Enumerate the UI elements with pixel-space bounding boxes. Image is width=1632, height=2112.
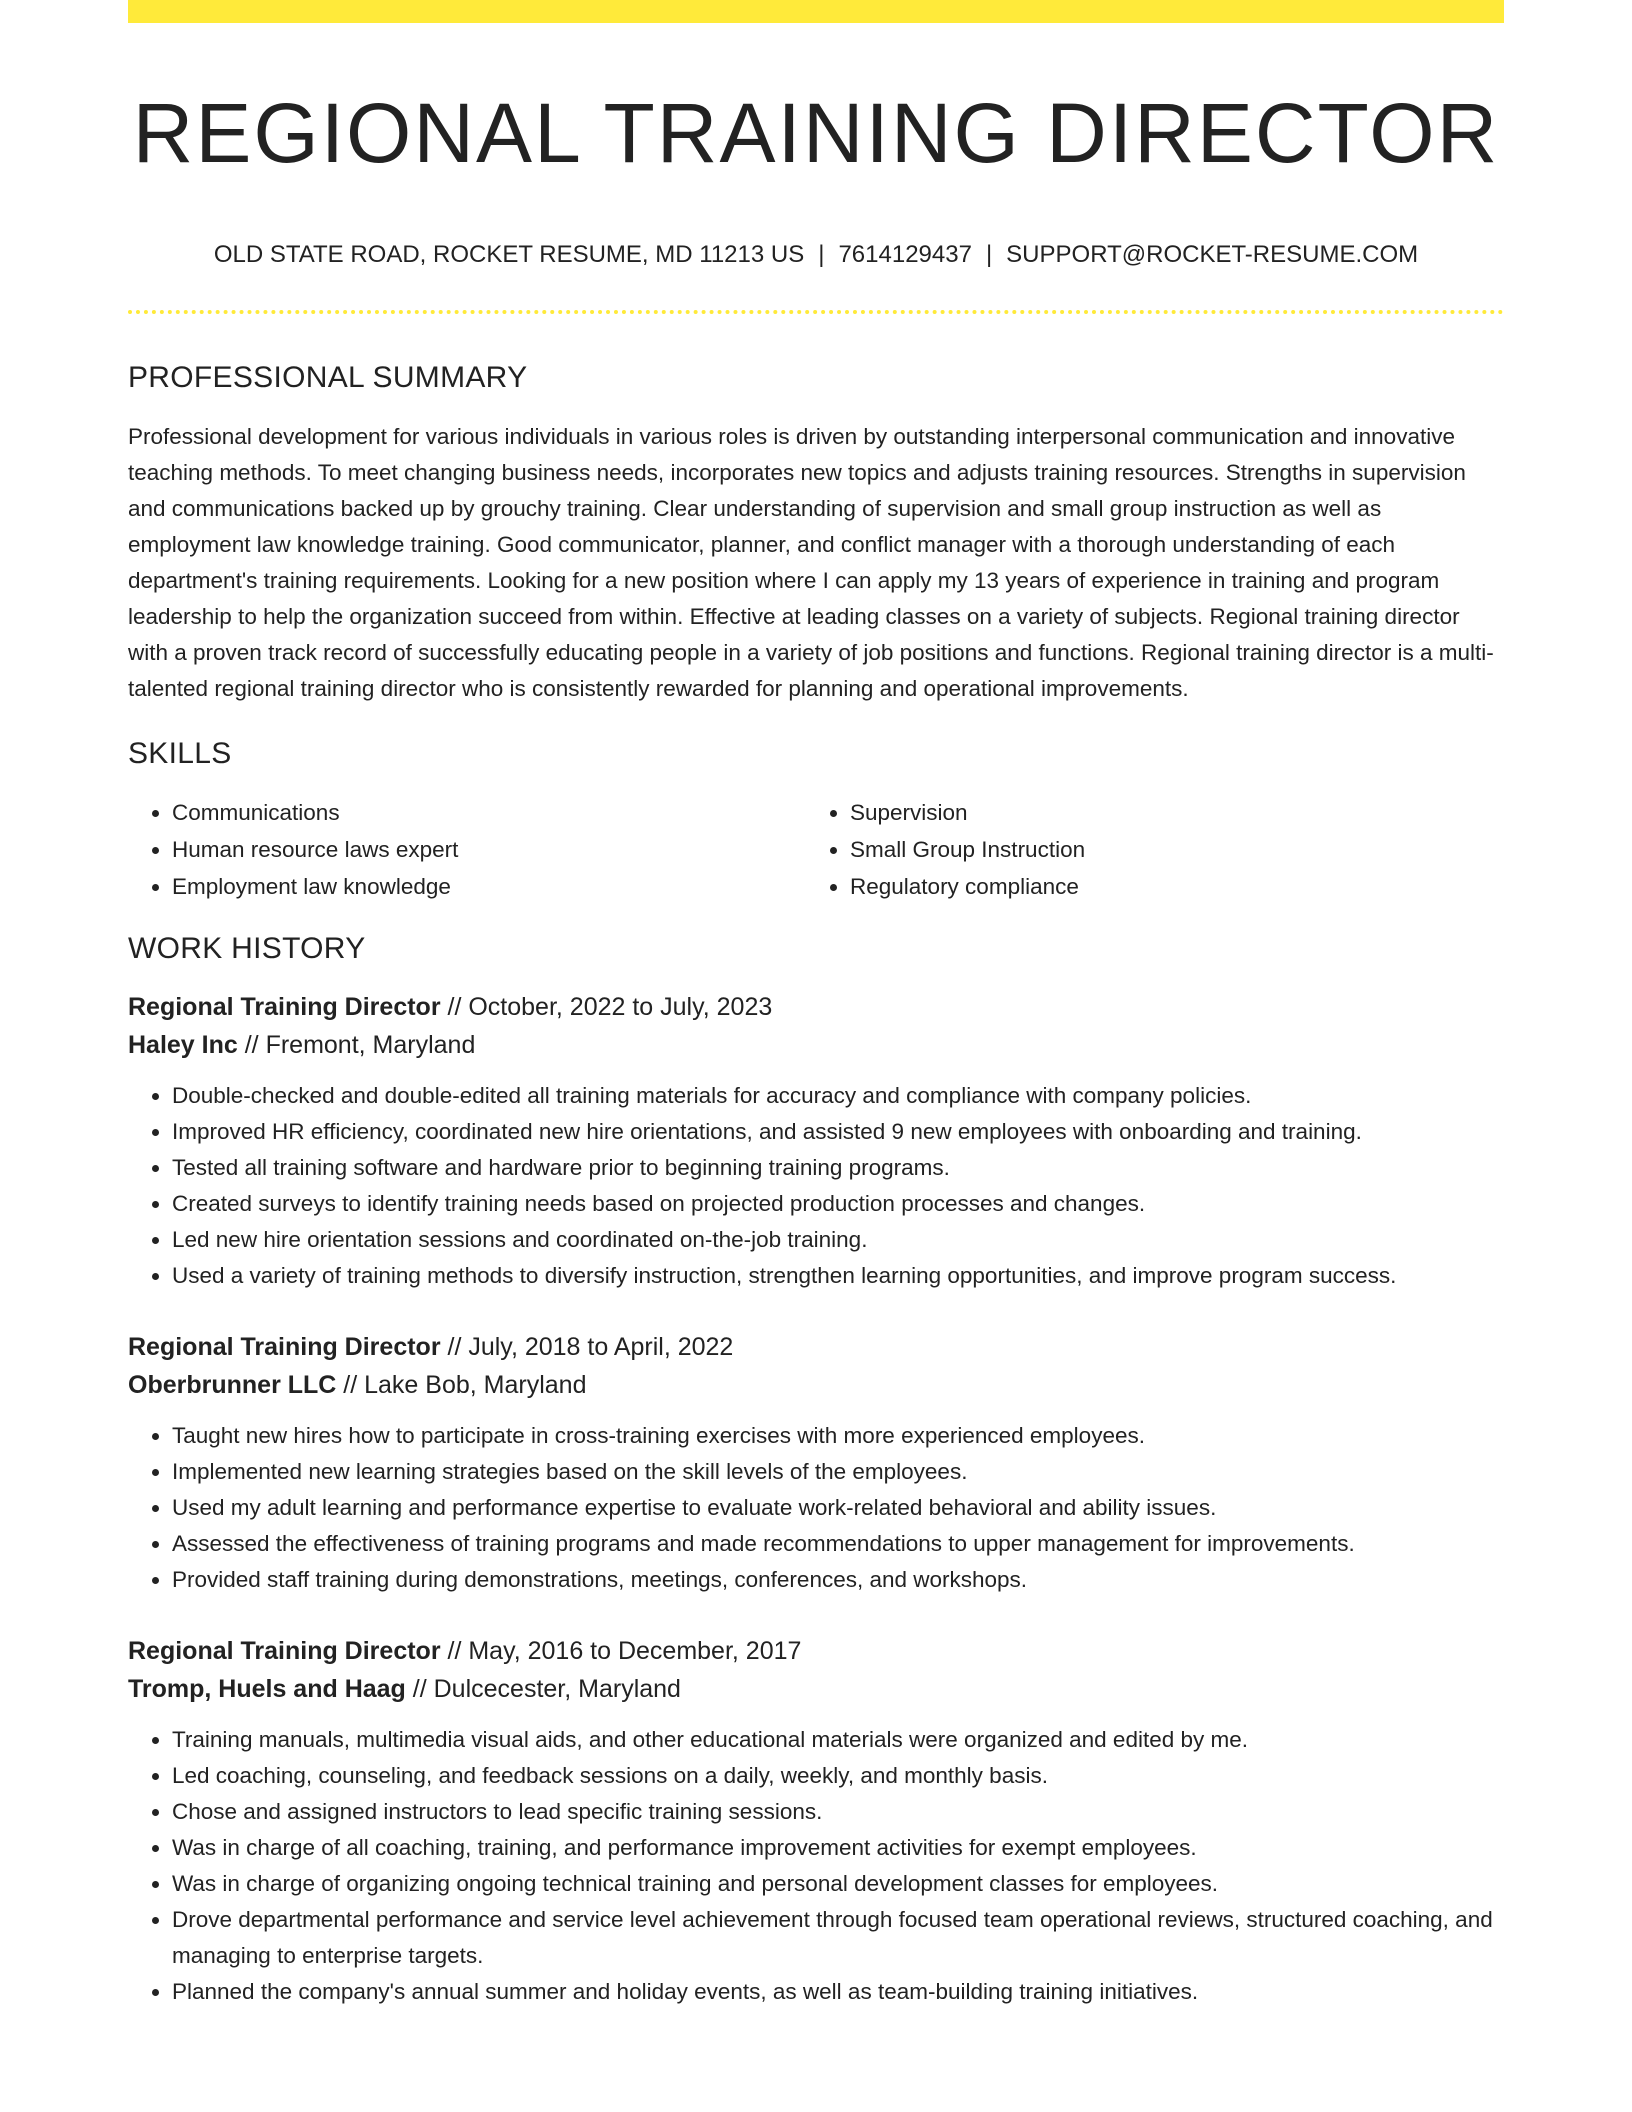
duty-item: • Taught new hires how to participate in cross-training exercises with more experienced employees.: [172, 1418, 1504, 1454]
skill-item: • Employment law knowledge: [172, 868, 806, 905]
duty-item: • Was in charge of organizing ongoing technical training and personal development classes for employees.: [172, 1866, 1504, 1902]
duty-item: • Tested all training software and hardware prior to beginning training programs.: [172, 1150, 1504, 1186]
contact-separator: |: [985, 241, 993, 268]
job-company: Oberbrunner LLC: [128, 1371, 337, 1399]
skill-item: • Human resource laws expert: [172, 831, 806, 868]
job-dates: // October, 2022 to July, 2023: [440, 993, 773, 1021]
skills-right-column: [806, 794, 1484, 905]
work-history-heading: WORK HISTORY: [128, 932, 366, 965]
duty-item: • Chose and assigned instructors to lead specific training sessions.: [172, 1794, 1504, 1830]
job-dates: // May, 2016 to December, 2017: [440, 1637, 802, 1665]
job-title-line: [128, 988, 1504, 1026]
duty-item: • Planned the company's annual summer and holiday events, as well as team-building training initiatives.: [172, 1974, 1504, 2010]
job-title: Regional Training Director: [128, 1333, 441, 1361]
resume-title: REGIONAL TRAINING DIRECTOR: [132, 86, 1500, 180]
skills-grid: [128, 794, 1504, 905]
job-duties: [128, 1722, 1504, 2010]
job-duties: [128, 1078, 1504, 1294]
skill-item: • Supervision: [850, 794, 1484, 831]
duty-item: • Drove departmental performance and service level achievement through focused team operational reviews, structured coaching, and managing to enterprise targets.: [172, 1902, 1504, 1974]
job-location: // Dulcecester, Maryland: [405, 1675, 681, 1703]
job-company-line: [128, 1670, 1504, 1708]
job-title-line: [128, 1632, 1504, 1670]
skill-item: • Communications: [172, 794, 806, 831]
skills-left-column: [128, 794, 806, 905]
job-duties: [128, 1418, 1504, 1598]
resume-content: [128, 0, 1504, 2010]
contact-phone: 7614129437: [838, 241, 972, 268]
job-entry: [128, 1328, 1504, 1598]
top-accent-bar: [128, 0, 1504, 23]
job-company-line: [128, 1026, 1504, 1064]
duty-item: • Provided staff training during demonstrations, meetings, conferences, and workshops.: [172, 1562, 1504, 1598]
job-title-line: [128, 1328, 1504, 1366]
duty-item: • Used a variety of training methods to diversify instruction, strengthen learning opportunities, and improve program success.: [172, 1258, 1504, 1294]
contact-address: OLD STATE ROAD, ROCKET RESUME, MD 11213 US: [213, 241, 805, 268]
duty-item: • Used my adult learning and performance expertise to evaluate work-related behavioral and ability issues.: [172, 1490, 1504, 1526]
job-title: Regional Training Director: [128, 1637, 441, 1665]
summary-heading: PROFESSIONAL SUMMARY: [128, 361, 528, 394]
duty-item: • Improved HR efficiency, coordinated new hire orientations, and assisted 9 new employees with onboarding and training.: [172, 1114, 1504, 1150]
duty-item: • Created surveys to identify training needs based on projected production processes and changes.: [172, 1186, 1504, 1222]
job-company: Haley Inc: [128, 1031, 238, 1059]
job-company: Tromp, Huels and Haag: [128, 1675, 406, 1703]
duty-item: • Led new hire orientation sessions and coordinated on-the-job training.: [172, 1222, 1504, 1258]
job-title: Regional Training Director: [128, 993, 441, 1021]
job-location: // Fremont, Maryland: [237, 1031, 476, 1059]
duty-item: • Led coaching, counseling, and feedback sessions on a daily, weekly, and monthly basis.: [172, 1758, 1504, 1794]
job-location: // Lake Bob, Maryland: [336, 1371, 587, 1399]
contact-separator: |: [818, 241, 825, 268]
skill-item: • Small Group Instruction: [850, 831, 1484, 868]
duty-item: • Was in charge of all coaching, training, and performance improvement activities for exempt employees.: [172, 1830, 1504, 1866]
job-company-line: [128, 1366, 1504, 1404]
skills-heading: SKILLS: [128, 737, 232, 770]
duty-item: • Assessed the effectiveness of training programs and made recommendations to upper management for improvements.: [172, 1526, 1504, 1562]
summary-text: Professional development for various individuals in various roles is driven by outstanding interpersonal communication and innovative teaching methods. To meet changing business needs, incorporates new topics and adjusts training resources. Strengths in supervision and communications backed up by grouchy training. Clear understanding of supervision and small group instruction as well as employment law knowledge training. Good communicator, planner, and conflict manager with a thorough understanding of each department's training requirements. Looking for a new position where I can apply my 13 years of experience in training and program leadership to help the organization succeed from within. Effective at leading classes on a variety of subjects. Regional training director with a proven track record of successfully educating people in a variety of job positions and functions. Regional training director is a multi-talented regional training director who is consistently rewarded for planning and operational improvements.: [128, 424, 1494, 701]
job-entry: [128, 988, 1504, 1294]
contact-email: SUPPORT@ROCKET-RESUME.COM: [1006, 241, 1419, 268]
dotted-divider: [128, 310, 1504, 314]
duty-item: • Implemented new learning strategies based on the skill levels of the employees.: [172, 1454, 1504, 1490]
duty-item: • Double-checked and double-edited all training materials for accuracy and compliance with company policies.: [172, 1078, 1504, 1114]
duty-item: • Training manuals, multimedia visual aids, and other educational materials were organized and edited by me.: [172, 1722, 1504, 1758]
job-dates: // July, 2018 to April, 2022: [440, 1333, 734, 1361]
contact-line: [128, 238, 1504, 272]
job-entry: [128, 1632, 1504, 2010]
skill-item: • Regulatory compliance: [850, 868, 1484, 905]
